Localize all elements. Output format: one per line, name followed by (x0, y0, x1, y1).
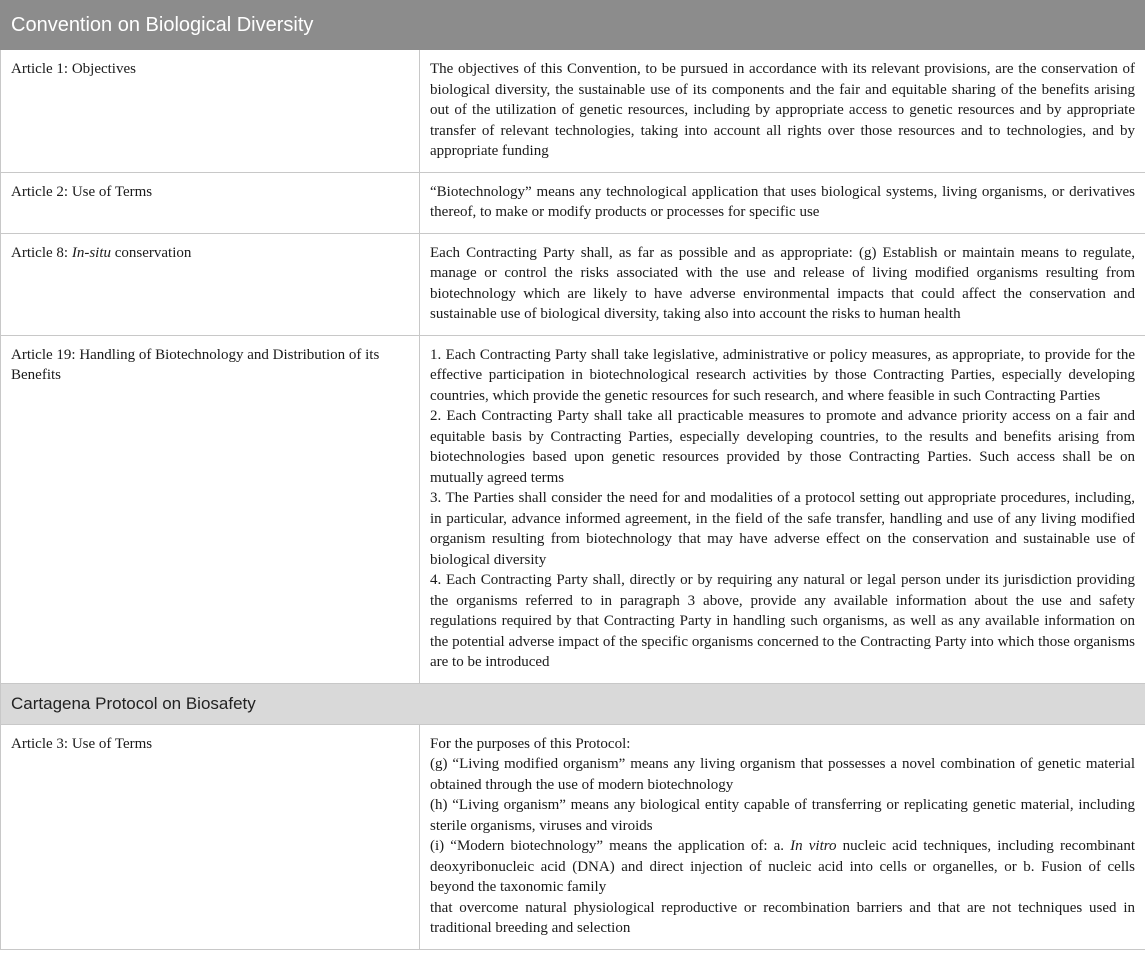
provision-paragraph-3: 3. The Parties shall consider the need for and modalities of a protocol setting out appropriate procedures, including, in particular, advance informed agreement, in the field of the safe transfer, handling and use of any living modified organism resulting from biotechnology that may have adverse effect on the conservation and sustainable use of biological diversity (430, 490, 1135, 568)
article-cell: Article 19: Handling of Biotechnology and Distribution of its Benefits (1, 335, 420, 683)
table-row (1, 335, 1145, 683)
definition-i (430, 836, 1135, 898)
provision-intro: For the purposes of this Protocol: (430, 735, 631, 752)
provision-text-cell (420, 724, 1145, 949)
article-cell: Article 2: Use of Terms (1, 172, 420, 233)
article-cell: Article 1: Objectives (1, 50, 420, 173)
article-cell: Article 3: Use of Terms (1, 724, 420, 949)
provision-text-cell (420, 335, 1145, 683)
definition-h: (h) “Living organism” means any biological entity capable of transferring or replicating genetic material, including sterile organisms, viruses and viroids (430, 797, 1135, 834)
provision-text-cell (420, 233, 1145, 335)
article-label-suffix: conservation (111, 244, 192, 261)
definition-i-suffix: nucleic acid techniques, including recombinant deoxyribonucleic acid (DNA) and direct injection of nucleic acid into cells or organelles, or b. Fusion of cells beyond the taxonomic family (430, 838, 1135, 895)
definition-g: (g) “Living modified organism” means any living organism that possesses a novel combination of genetic material obtained through the use of modern biotechnology (430, 756, 1135, 793)
table-row (1, 724, 1145, 949)
article-cell (1, 233, 420, 335)
provision-text-cell (420, 50, 1145, 173)
table-row (1, 50, 1145, 173)
definition-i-italic: In vitro (790, 838, 837, 854)
table-row (1, 172, 1145, 233)
section-header-row (1, 1, 1145, 50)
provision-paragraph-2: 2. Each Contracting Party shall take all practicable measures to promote and advance priority access on a fair and equitable basis by Contracting Parties, especially developing countries, to the results and benefits arising from biotechnologies based upon genetic resources provided by those Contracting Parties. Such access shall be on mutually agreed terms (430, 408, 1135, 486)
provision-paragraph-4: 4. Each Contracting Party shall, directly or by requiring any natural or legal person under its jurisdiction providing the organisms referred to in paragraph 3 above, provide any available information about the use and safety regulations required by that Contracting Party in handling such organisms, as well as any available information on the potential adverse impact of the specific organisms concerned to the Contracting Party into which those organisms are to be introduced (430, 572, 1135, 670)
provision-paragraph: “Biotechnology” means any technological application that uses biological systems, living organisms, or derivatives thereof, to make or modify products or processes for specific use (430, 183, 1135, 220)
provision-paragraph-1: 1. Each Contracting Party shall take legislative, administrative or policy measures, as appropriate, to provide for the effective participation in biotechnological research activities by those Contracting Parties, especially developing countries, which provide the genetic resources for such research, and where feasible in such Contracting Parties (430, 346, 1135, 404)
provision-paragraph: The objectives of this Convention, to be pursued in accordance with its relevant provisions, are the conservation of biological diversity, the sustainable use of its components and the fair and equitable sharing of the benefits arising out of the utilization of genetic resources, including by appropriate access to genetic resources and by appropriate transfer of relevant technologies, taking into account all rights over those resources and to technologies, and by appropriate funding (430, 61, 1135, 159)
definition-closing: that overcome natural physiological reproductive or recombination barriers and that are not techniques used in traditional breeding and selection (430, 899, 1135, 936)
definition-i-prefix: (i) “Modern biotechnology” means the application of: a. (430, 838, 791, 854)
provision-text-cell (420, 172, 1145, 233)
section-header-row (1, 683, 1145, 724)
section-title-cbd: Convention on Biological Diversity (1, 1, 1145, 50)
table-row (1, 233, 1145, 335)
article-label-italic: In-situ (71, 244, 111, 261)
section-title-cartagena: Cartagena Protocol on Biosafety (1, 683, 1145, 724)
article-label-prefix: Article 8: (11, 244, 72, 261)
provision-paragraph: Each Contracting Party shall, as far as possible and as appropriate: (g) Establish or maintain means to regulate, manage or control the risks associated with the use and release of living modified organisms resulting from biotechnology which are likely to have adverse environmental impacts that could affect the conservation and sustainable use of biological diversity, taking also into account the risks to human health (430, 244, 1135, 322)
